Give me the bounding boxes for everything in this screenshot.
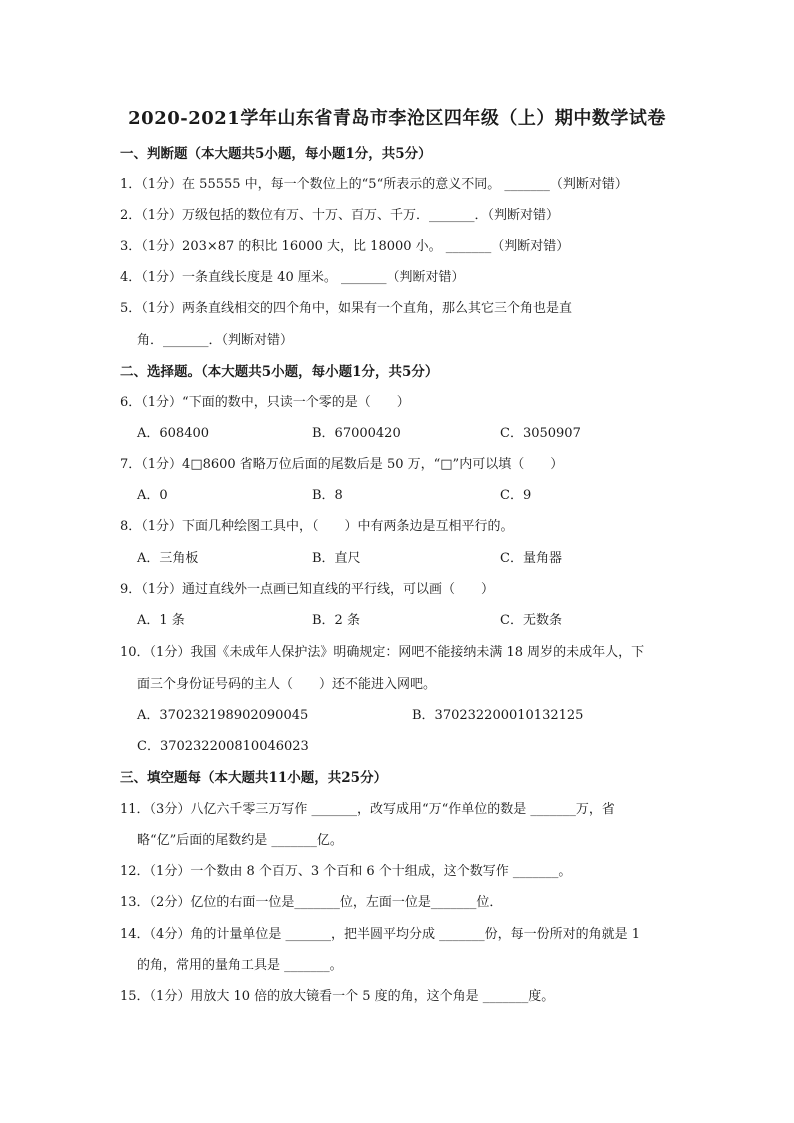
question-7-option-b: B．8 (312, 488, 343, 503)
question-13: 13．（2分）亿位的右面一位是_______位，左面一位是_______位． (120, 895, 503, 910)
question-6-option-b: B．67000420 (312, 426, 401, 441)
question-6-option-c: C．3050907 (500, 426, 581, 441)
section-2-heading: 二、选择题。（本大题共5小题，每小题1分，共5分） (120, 364, 439, 380)
question-12: 12．（1分）一个数由 8 个百万、3 个百和 6 个十组成，这个数写作 _______。 (120, 864, 572, 879)
question-5-line-1: 5．（1分）两条直线相交的四个角中，如果有一个直角，那么其它三个角也是直 (120, 301, 573, 316)
question-6-option-a: A．608400 (137, 426, 210, 441)
question-3: 3．（1分）203×87 的积比 16000 大，比 18000 小。 _______（判断对错） (120, 239, 570, 254)
exam-title: 2020-2021学年山东省青岛市李沧区四年级（上）期中数学试卷 (128, 108, 666, 129)
question-10-option-a: A．370232198902090045 (137, 708, 309, 723)
question-10-line-1: 10．（1分）我国《未成年人保护法》明确规定：网吧不能接纳未满 18 周岁的未成年人，下 (120, 645, 645, 660)
question-11-line-2: 略“亿”后面的尾数约是 _______亿。 (137, 833, 343, 848)
question-8-option-a: A．三角板 (137, 551, 199, 566)
question-5-line-2: 角．_______．（判断对错） (137, 333, 294, 348)
question-14-line-2: 的角，常用的量角工具是 _______。 (137, 958, 343, 973)
question-9-option-b: B．2 条 (312, 613, 360, 628)
question-8-option-b: B．直尺 (312, 551, 361, 566)
question-7-option-c: C．9 (500, 488, 532, 503)
question-9-option-a: A．1 条 (137, 613, 185, 628)
question-9: 9．（1分）通过直线外一点画已知直线的平行线，可以画（ ） (120, 582, 495, 597)
question-7: 7．（1分）4□8600 省略万位后面的尾数后是 50 万，“□”内可以填（ ） (120, 457, 564, 472)
question-4: 4．（1分）一条直线长度是 40 厘米。 _______（判断对错） (120, 270, 465, 285)
question-7-option-a: A．0 (137, 488, 168, 503)
question-2: 2．（1分）万级包括的数位有万、十万、百万、千万．_______．（判断对错） (120, 208, 560, 223)
question-10-option-c: C．370232200810046023 (137, 739, 309, 754)
question-8: 8．（1分）下面几种绘图工具中，（ ）中有两条边是互相平行的。 (120, 519, 514, 534)
question-6: 6．（1分）“下面的数中，只读一个零的是（ ） (120, 395, 410, 410)
section-1-heading: 一、判断题（本大题共5小题，每小题1分，共5分） (120, 146, 432, 162)
question-1: 1．（1分）在 55555 中，每一个数位上的“5“所表示的意义不同。 _______（判断对错） (120, 177, 628, 192)
question-9-option-c: C．无数条 (500, 613, 562, 628)
section-3-heading: 三、填空题每（本大题共11小题，共25分） (120, 770, 388, 786)
question-11-line-1: 11．（3分）八亿六千零三万写作 _______，改写成用“万“作单位的数是 _______万，省 (120, 802, 615, 817)
question-14-line-1: 14．（4分）角的计量单位是 _______，把半圆平均分成 _______份，每一份所对的角就是 1 (120, 927, 640, 942)
question-10-line-2: 面三个身份证号码的主人（ ）还不能进入网吧。 (137, 677, 437, 692)
question-15: 15．（1分）用放大 10 倍的放大镜看一个 5 度的角，这个角是 _______度。 (120, 989, 555, 1004)
question-10-option-b: B．370232200010132125 (412, 708, 584, 723)
question-8-option-c: C．量角器 (500, 551, 562, 566)
